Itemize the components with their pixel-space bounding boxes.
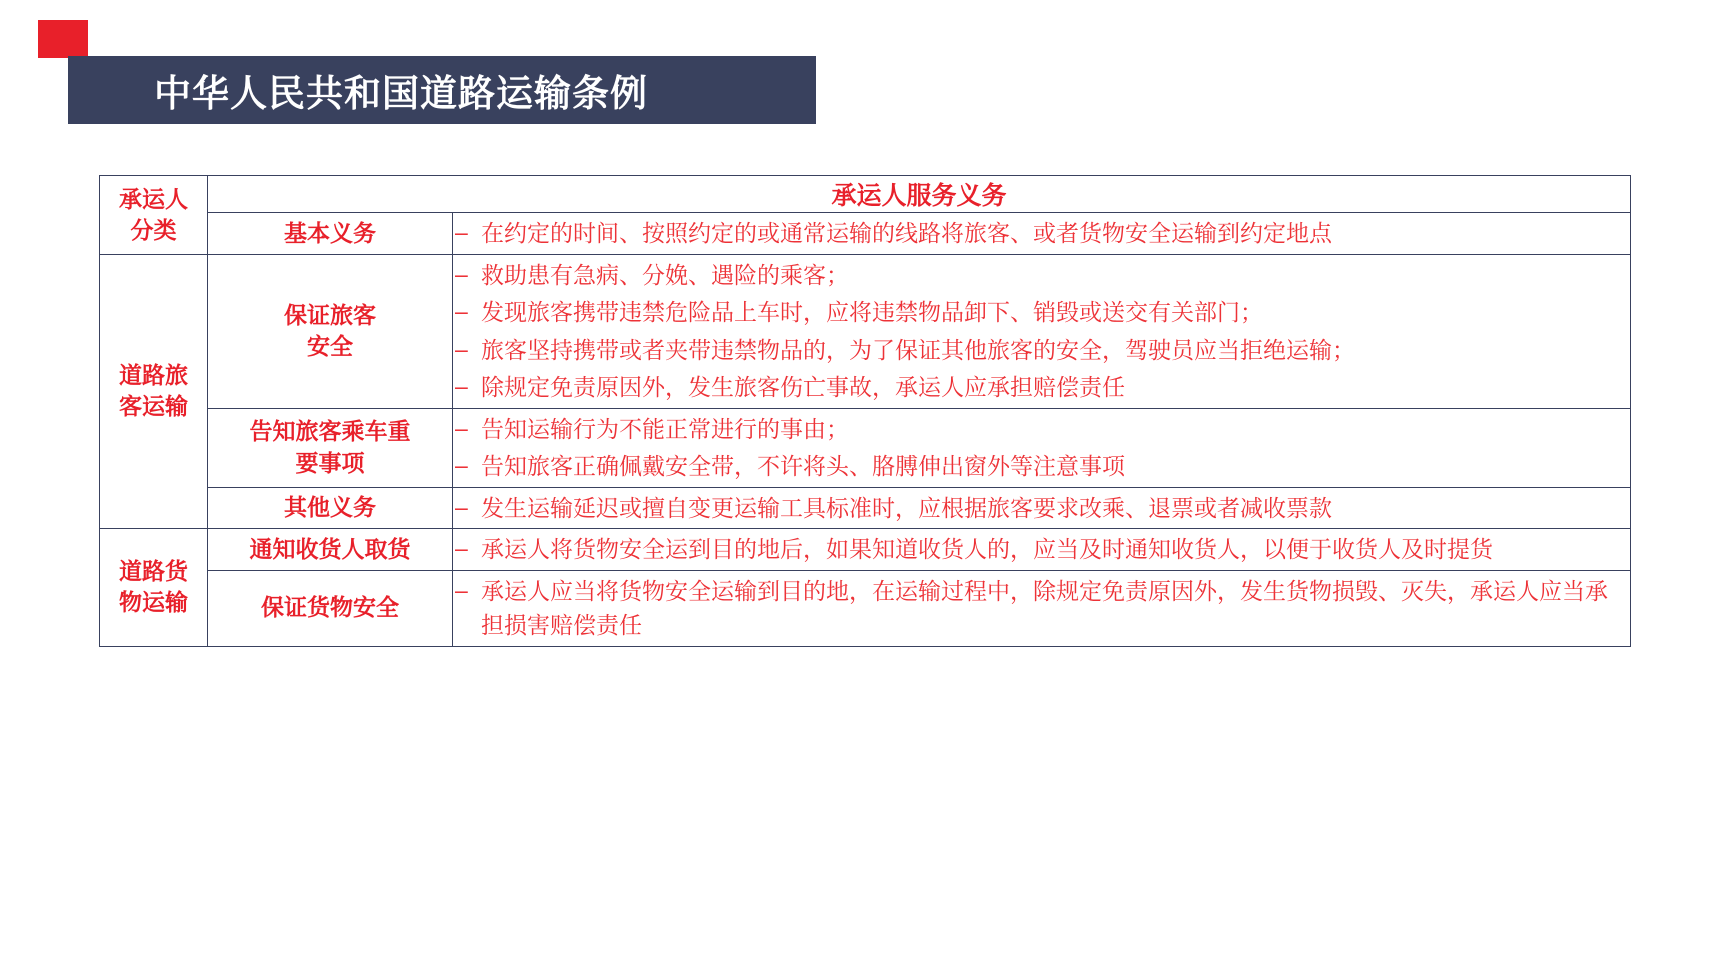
list-item [453,449,1630,484]
category-line2: 客运输 [119,393,188,420]
row-content-notify-passengers [453,408,1631,487]
list-item-text: 承运人将货物安全运到目的地后，如果知道收货人的，应当及时通知收货人，以便于收货人及时提货 [481,536,1493,562]
dash-bullet-icon: – [455,260,468,287]
row-subtitle-other-obligations: 其他义务 [208,487,453,529]
table-row [100,487,1631,529]
corner-label-line2: 分类 [130,216,177,243]
list-item-text: 发生运输延迟或擅自变更运输工具标准时，应根据旅客要求改乘、退票或者减收票款 [481,494,1332,521]
list-item [453,258,1630,293]
dash-bullet-icon: – [455,535,468,561]
list-item [453,574,1630,643]
list-item [453,491,1630,526]
row-content-cargo-safety [453,570,1631,646]
dash-bullet-icon: – [455,493,468,520]
table-main-header: 承运人服务义务 [208,176,1631,213]
list-item [453,532,1630,567]
list-item-text: 发现旅客携带违禁危险品上车时，应将违禁物品卸下、销毁或送交有关部门； [481,299,1263,325]
row-content-passenger-safety [453,254,1631,408]
category-line1: 道路旅 [119,362,188,389]
table-row [100,408,1631,487]
dash-bullet-icon: – [455,335,468,362]
list-item [453,412,1630,447]
table-row [100,213,1631,255]
row-subtitle-notify-passengers [208,408,453,487]
table-row [100,570,1631,646]
corner-label-line1: 承运人 [119,185,188,212]
list-item-text: 救助患有急病、分娩、遇险的乘客； [481,261,849,288]
dash-bullet-icon: – [455,452,468,478]
list-item [453,370,1630,405]
list-item-text: 告知运输行为不能正常进行的事由； [481,415,849,442]
category-passenger-transport [100,254,208,529]
dash-bullet-icon: – [455,219,468,245]
list-item-text: 除规定免责原因外，发生旅客伤亡事故，承运人应承担赔偿责任 [481,374,1125,400]
dash-bullet-icon: – [455,298,468,324]
row-content-notify-consignee [453,529,1631,571]
table-row [100,176,1631,213]
subtitle-line2: 安全 [307,333,353,359]
table-row [100,529,1631,571]
list-item [453,216,1630,251]
list-item-text: 在约定的时间、按照约定的或通常运输的线路将旅客、或者货物安全运输到约定地点 [481,220,1332,246]
decorative-red-square [38,20,88,58]
category-line1: 道路货 [119,558,188,585]
page-title: 中华人民共和国道路运输条例 [154,73,648,114]
category-freight-transport [100,529,208,647]
row-content-other-obligations [453,487,1631,529]
list-item-text: 承运人应当将货物安全运输到目的地，在运输过程中，除规定免责原因外，发生货物损毁、灭失，承运人应当承担损害赔偿责任 [481,577,1608,638]
subtitle-line2: 要事项 [295,449,365,476]
row-subtitle-basic: 基本义务 [208,213,453,255]
category-line2: 物运输 [119,589,188,616]
list-item-text: 旅客坚持携带或者夹带违禁物品的，为了保证其他旅客的安全，驾驶员应当拒绝运输； [481,336,1355,363]
obligations-table [99,175,1631,647]
dash-bullet-icon: – [455,373,468,399]
list-item [453,333,1630,368]
row-subtitle-cargo-safety: 保证货物安全 [208,570,453,646]
dash-bullet-icon: – [455,414,468,441]
table-row [100,254,1631,408]
subtitle-line1: 保证旅客 [284,301,376,328]
row-subtitle-notify-consignee: 通知收货人取货 [208,529,453,571]
dash-bullet-icon: – [455,576,468,603]
table-corner-label [100,176,208,255]
row-content-basic [453,213,1631,255]
list-item-text: 告知旅客正确佩戴安全带，不许将头、胳膊伸出窗外等注意事项 [481,453,1125,479]
list-item [453,295,1630,330]
obligations-table-wrapper [99,175,1630,647]
row-subtitle-passenger-safety [208,254,453,408]
subtitle-line1: 告知旅客乘车重 [249,418,411,445]
slide-title-bar [68,56,816,124]
